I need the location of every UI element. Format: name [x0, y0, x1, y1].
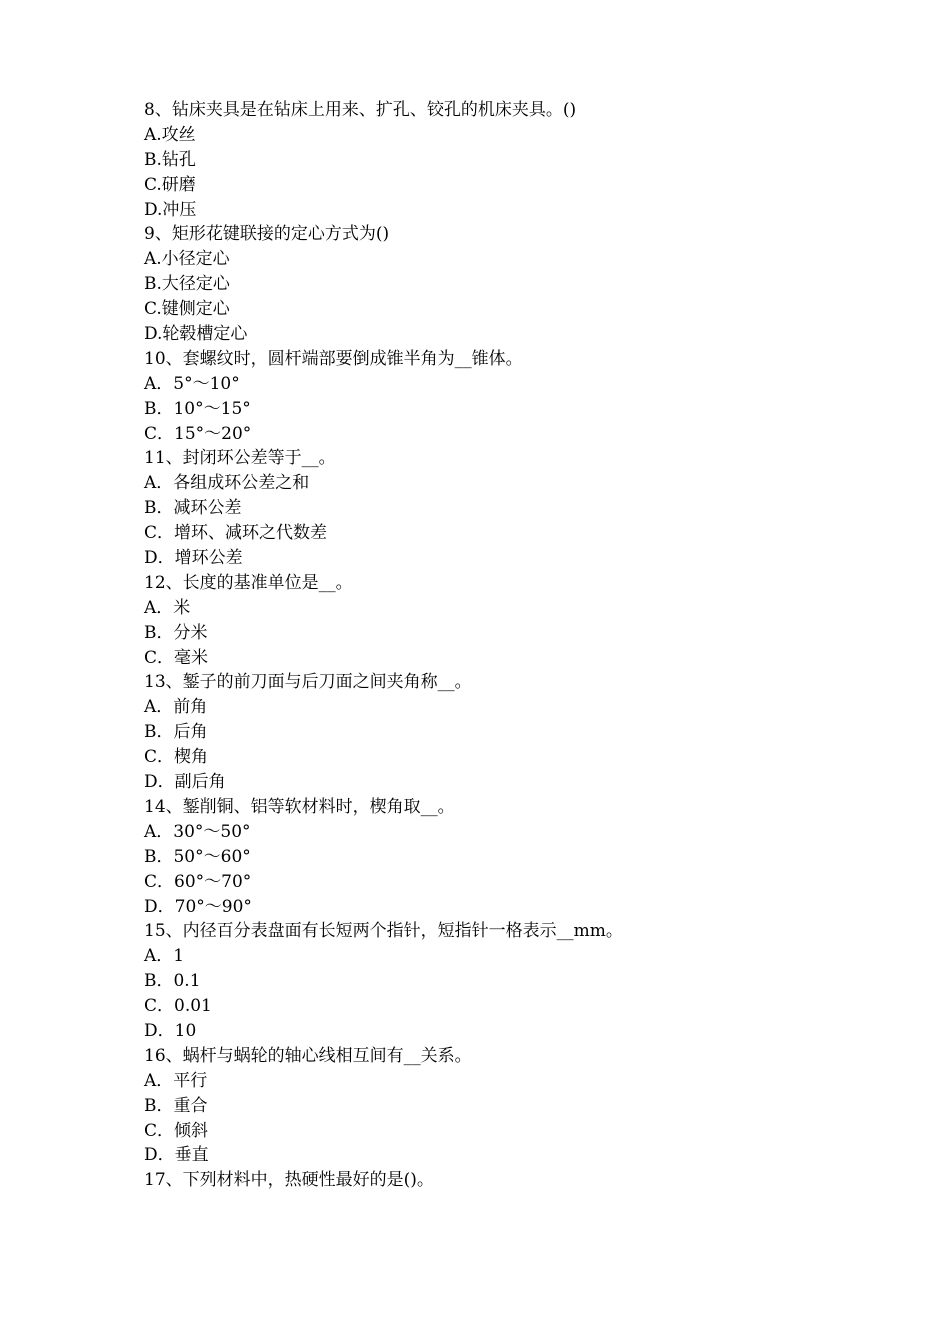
option-10c: C．15°～20°: [144, 423, 252, 444]
option-9d: D.轮毂槽定心: [144, 324, 248, 345]
option-8b: B.钻孔: [144, 149, 196, 170]
option-13d: D．副后角: [144, 772, 226, 793]
option-8d: D.冲压: [144, 199, 197, 220]
option-11a: A．各组成环公差之和: [144, 473, 310, 494]
option-9c: C.键侧定心: [144, 299, 230, 320]
option-9a: A.小径定心: [144, 249, 230, 270]
option-11b: B．减环公差: [144, 498, 242, 519]
option-15d: D．10: [144, 1020, 197, 1041]
option-8a: A.攻丝: [144, 124, 196, 145]
option-16d: D．垂直: [144, 1145, 209, 1166]
question-9: 9、矩形花键联接的定心方式为(): [144, 224, 390, 245]
option-16b: B．重合: [144, 1095, 208, 1116]
question-list: [144, 98, 844, 1193]
option-12b: B．分米: [144, 622, 208, 643]
option-15b: B．0.1: [144, 971, 201, 992]
option-11c: C．增环、减环之代数差: [144, 523, 328, 544]
option-14c: C．60°～70°: [144, 871, 252, 892]
option-14d: D．70°～90°: [144, 896, 252, 917]
question-15: 15、内径百分表盘面有长短两个指针，短指针一格表示__mm。: [144, 921, 623, 942]
question-13: 13、錾子的前刀面与后刀面之间夹角称__。: [144, 672, 472, 693]
question-14: 14、錾削铜、铝等软材料时，楔角取__。: [144, 796, 455, 817]
option-12c: C．毫米: [144, 647, 209, 668]
option-13c: C．楔角: [144, 747, 209, 768]
question-8: 8、钻床夹具是在钻床上用来、扩孔、铰孔的机床夹具。(): [144, 100, 577, 120]
option-13a: A．前角: [144, 697, 208, 718]
question-12: 12、长度的基准单位是__。: [144, 572, 353, 593]
option-15a: A．1: [144, 946, 185, 967]
option-13b: B．后角: [144, 722, 208, 743]
question-17: 17、下列材料中，热硬性最好的是()。: [144, 1170, 434, 1191]
option-15c: C．0.01: [144, 996, 212, 1017]
option-14b: B．50°～60°: [144, 846, 251, 867]
option-10a: A．5°～10°: [144, 373, 240, 394]
option-14a: A．30°～50°: [144, 821, 251, 842]
question-11: 11、封闭环公差等于__。: [144, 448, 336, 469]
option-11d: D．增环公差: [144, 548, 243, 569]
question-10: 10、套螺纹时，圆杆端部要倒成锥半角为__锥体。: [144, 348, 523, 369]
option-12a: A．米: [144, 597, 191, 618]
option-8c: C.研磨: [144, 174, 196, 195]
question-16: 16、蜗杆与蜗轮的轴心线相互间有__关系。: [144, 1045, 472, 1066]
option-9b: B.大径定心: [144, 274, 230, 295]
option-16a: A．平行: [144, 1070, 208, 1091]
option-16c: C．倾斜: [144, 1120, 209, 1141]
option-10b: B．10°～15°: [144, 398, 251, 419]
